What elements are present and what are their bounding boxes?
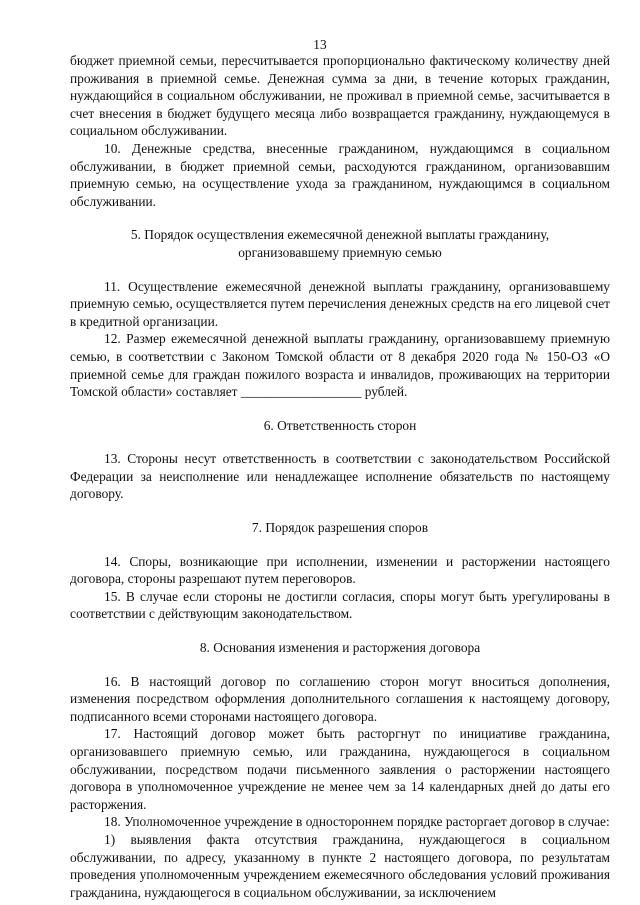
paragraph-16: 16. В настоящий договор по соглашению сторон могут вноситься дополнения, изменения посредством оформления дополнительного соглашения к настоящему договору, подписанного всеми сторонами настоящего договора. <box>70 673 610 724</box>
paragraph-continuation: бюджет приемной семьи, пересчитывается пропорционально фактическому количеству дней проживания в приемной семье. Денежная сумма за дни, в течение которых гражданин, нуждающийся в социальном обслуживании, не проживал в приемной семье, засчитывается в счет внесения в бюджет будущего месяца либо возвращается гражданину, нуждающемуся в социальном обслуживании. <box>70 53 610 139</box>
paragraph-14: 14. Споры, возникающие при исполнении, изменении и расторжении настоящего договора, стороны разрешают путем переговоров. <box>70 553 610 587</box>
document-body <box>70 52 610 901</box>
page-number: 13 <box>313 37 327 52</box>
paragraph-18-item-1: 1) выявления факта отсутствия гражданина, нуждающегося в социальном обслуживании, по адресу, указанному в пункте 2 настоящего договора, по результатам проведения уполномоченным учреждением ежемесячного обследования условий проживания гражданина, нуждающегося в социальном обслуживании, за исключением <box>70 831 610 900</box>
paragraph-18: 18. Уполномоченное учреждение в одностороннем порядке расторгает договор в случае: <box>104 814 610 830</box>
paragraph-13: 13. Стороны несут ответственность в соответствии с законодательством Российской Федерации за неисполнение или ненадлежащее исполнение обязательств по настоящему договору. <box>70 451 610 502</box>
section-heading-6: 6. Ответственность сторон <box>263 417 417 433</box>
paragraph-12: 12. Размер ежемесячной денежной выплаты гражданину, организовавшему приемную семью, в соответствии с Законом Томской области от 8 декабря 2020 года № 150-ОЗ «О приемной семье для граждан пожилого возраста и инвалидов, проживающих на территории Томской области» составляет __________________ рублей. <box>70 331 610 400</box>
paragraph-10: 10. Денежные средства, внесенные гражданином, нуждающимся в социальном обслуживании, в бюджет приемной семьи, расходуются гражданином, организовавшим приемную семью, на осуществление ухода за гражданином, нуждающимся в социальном обслуживании. <box>70 140 610 209</box>
section-heading-8: 8. Основания изменения и расторжения договора <box>199 640 481 656</box>
section-heading-7: 7. Порядок разрешения споров <box>251 520 429 536</box>
paragraph-15: 15. В случае если стороны не достигли согласия, споры могут быть урегулированы в соответствии с действующим законодательством. <box>70 588 610 622</box>
paragraph-11: 11. Осуществление ежемесячной денежной выплаты гражданину, организовавшему приемную семью, осуществляется путем перечисления денежных средств на его лицевой счет в кредитной организации. <box>70 278 610 329</box>
section-heading-5: 5. Порядок осуществления ежемесячной денежной выплаты гражданину, организовавшему приемную семью <box>130 227 550 260</box>
paragraph-17: 17. Настоящий договор может быть расторгнут по инициативе гражданина, организовавшего приемную семью, или гражданина, нуждающегося в социальном обслуживании, посредством подачи письменного заявления о расторжении настоящего договора в уполномоченное учреждение не менее чем за 14 календарных дней до даты его расторжения. <box>70 726 610 812</box>
